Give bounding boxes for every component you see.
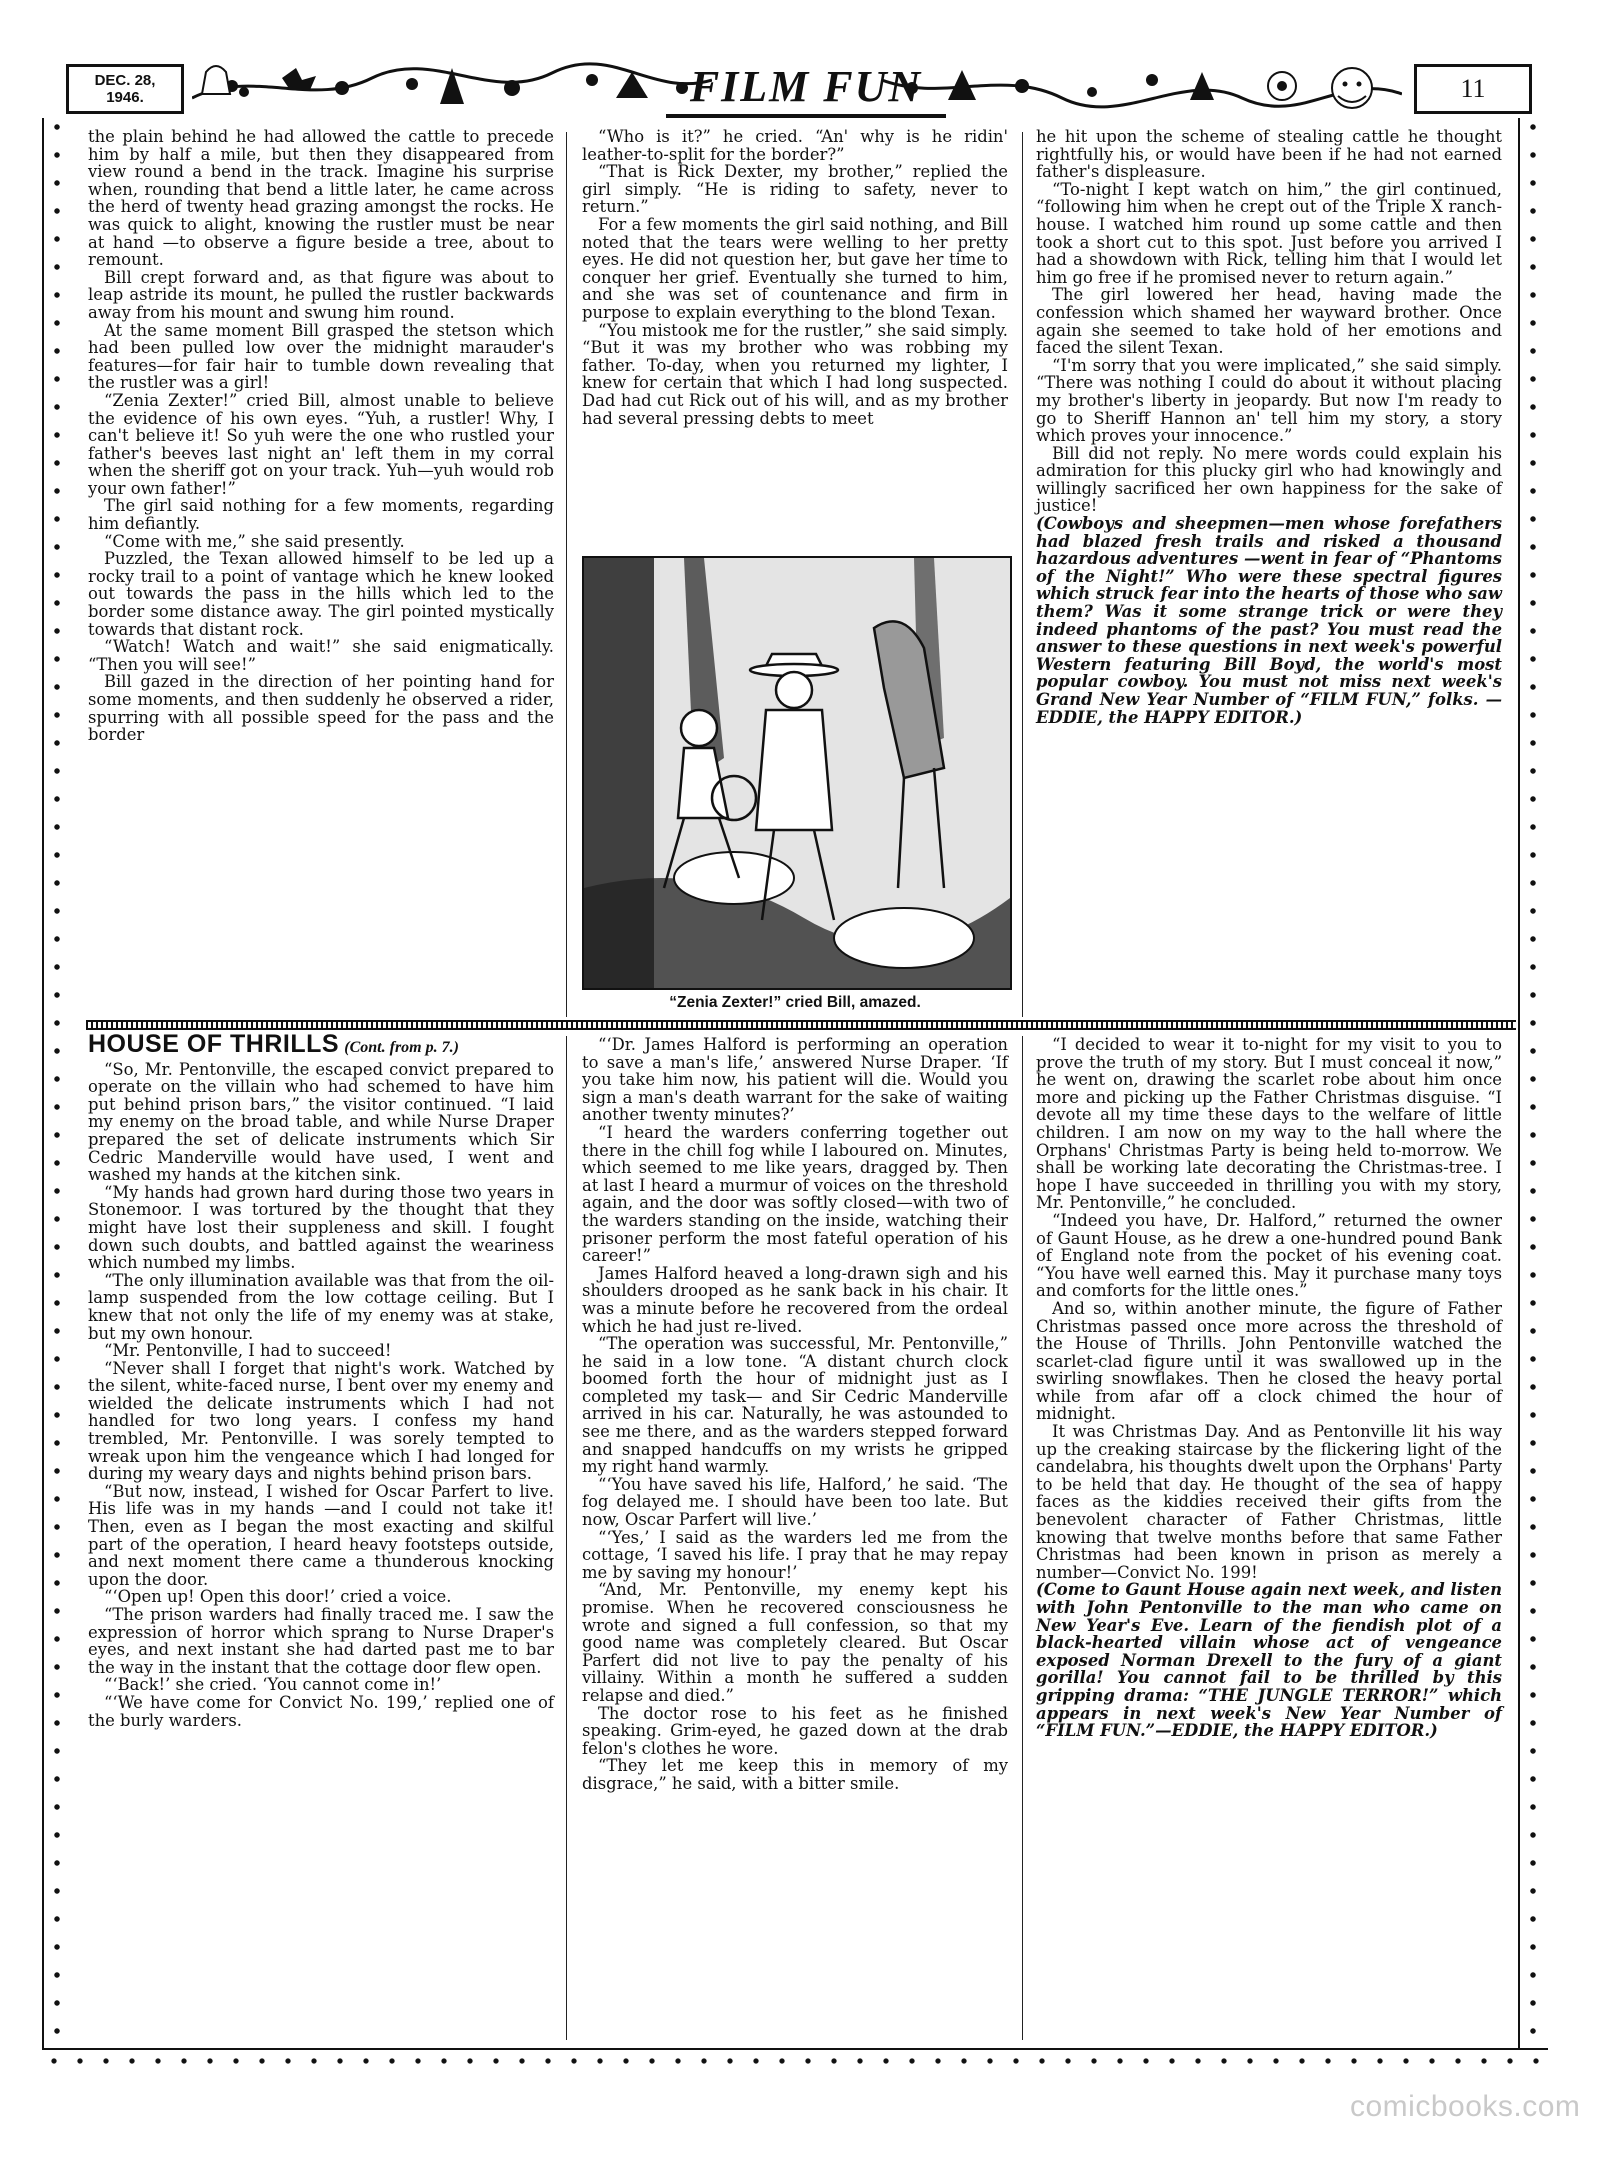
issue-year: 1946.	[106, 89, 144, 106]
paragraph: “Come with me,” she said presently.	[104, 531, 405, 551]
column-rule	[1022, 132, 1023, 1017]
paragraph: “‘Open up! Open this door!’ cried a voice.	[104, 1587, 452, 1607]
paragraph: “‘You have saved his life, Halford,’ he said. ‘The fog delayed me. I should have been too late. But now, Oscar Parfert will live.’	[582, 1474, 1008, 1530]
story-title: HOUSE OF THRILLS	[88, 1030, 340, 1058]
paragraph: The doctor rose to his feet as he finished speaking. Grim-eyed, he gazed down at the drab felon's clothes he wore.	[582, 1703, 1008, 1758]
masthead-title: FILM FUN	[689, 61, 923, 111]
paragraph: It was Christmas Day. And as Pentonville lit his way up the creaking staircase by the flickering light of the candelabra, his thoughts dwelt upon the Orphans' Party to be held that day. He thought of the sea of happy faces as the kiddies received their gifts from the benevolent character of Father Christmas, little knowing that twelve months before that same Father Christmas had been known in prison as merely a number—Convict No. 199!	[1036, 1422, 1502, 1582]
paragraph: At the same moment Bill grasped the stetson which had been pulled low over the midnight marauder's features—for fair hair to tumble down revealing that the rustler was a girl!	[88, 320, 554, 393]
page-number-box	[1414, 64, 1532, 114]
column-rule	[566, 1036, 567, 2040]
top-story-column-3	[1036, 128, 1502, 726]
paragraph: “They let me keep this in memory of my disgrace,” he said, with a bitter smile.	[582, 1756, 1008, 1793]
column-rule	[566, 132, 567, 1017]
paragraph: he hit upon the scheme of stealing cattle he thought rightfully his, or would have been if he had not earned father's displeasure.	[1036, 127, 1502, 182]
bottom-border	[42, 2048, 1548, 2072]
paragraph: “‘Dr. James Halford is performing an operation to save a man's life,’ answered Nurse Draper. ‘If you take him now, his patient will die. Would you sign a man's death warrant for the sake of waiting another twenty minutes?’	[582, 1035, 1008, 1125]
paragraph: “‘Back!’ she cried. ‘You cannot come in!’	[104, 1675, 442, 1695]
paragraph: “The only illumination available was that from the oil-lamp suspended from the low cottage ceiling. But I knew that not only the life of my enemy was at stake, but my own honour.	[88, 1270, 554, 1343]
bottom-story-column-1	[88, 1030, 554, 1730]
story-heading	[88, 1030, 554, 1058]
story-illustration	[582, 556, 1012, 990]
section-divider	[86, 1020, 1516, 1030]
bottom-story-column-2	[582, 1036, 1008, 1793]
paragraph: “That is Rick Dexter, my brother,” replied the girl simply. “He is riding to safety, never to return.”	[582, 162, 1008, 217]
paragraph: “I heard the warders conferring together out there in the chill fog while I laboured on. Minutes, which seemed to me like years, dragged by. Then at last I heard a murmur of voices on the threshold again, and the door was softly closed—with two of the warders standing on the inside, watching their prisoner perform the most fateful operation of his career!”	[582, 1122, 1008, 1266]
paragraph: “But now, instead, I wished for Oscar Parfert to live. His life was in my hands —and I could not take it! Then, even as I began the most exacting and skilful part of the operation, I heard heavy footsteps outside, and next moment there came a thunderous knocking upon the door.	[88, 1481, 554, 1589]
paragraph: “Watch! Watch and wait!” she said enigmatically. “Then you will see!”	[88, 637, 554, 674]
paragraph: The girl said nothing for a few moments, regarding him defiantly.	[88, 496, 554, 534]
page-number: 11	[1460, 74, 1486, 103]
paragraph: “My hands had grown hard during those two years in Stonemoor. I was tortured by the thought that they might have lost their suppleness and skill. I fought down such doubts, and battled against the weariness which numbed my limbs.	[88, 1182, 554, 1273]
masthead	[666, 58, 946, 118]
paragraph: “The operation was successful, Mr. Pentonville,” he said in a low tone. “A distant church clock boomed forth the hour of midnight just as I completed my task— and Sir Cedric Manderville arrived in his car. Naturally, he was astounded to see me there, and as the warders stepped forward and snapped handcuffs on my wrists he gripped my right hand warmly.	[582, 1334, 1008, 1477]
paragraph: “So, Mr. Pentonville, the escaped convict prepared to operate on the villain who had schemed to have him put behind prison bars,” the visitor continued. “I laid my enemy on the broad table, and while Nurse Draper prepared the set of delicate instruments which Sir Cedric Manderville would have used, I went and washed my hands at the kitchen sink.	[88, 1059, 554, 1185]
paragraph: “To-night I kept watch on him,” the girl continued, “following him when he crept out of the Triple X ranch-house. I watched him round up some cattle and then took a short cut to this spot. Just before you arrived I had a showdown with Rick, telling him that I would let him go free if he promised never to return again.”	[1036, 179, 1502, 287]
ornament-icon	[1268, 72, 1296, 100]
paragraph: “‘Yes,’ I said as the warders led me from the cottage, ‘I saved his life. I pray that he may repay me by saving my honour!’	[582, 1527, 1008, 1582]
paragraph: the plain behind he had allowed the cattle to precede him by half a mile, but then they disappeared from view round a bend in the track. Imagine his surprise when, rounding that bend a little later, he came across the herd of twenty head grazing amongst the rocks. He was quick to alight, knowing the rustler must be near at hand —to observe a figure beside a tree, about to remount.	[88, 127, 554, 270]
paragraph: “The prison warders had finally traced me. I saw the expression of horror which sprang to Nurse Draper's eyes, and next instant she had darted past me to bar the way in the instant that the cottage door flew open.	[88, 1605, 554, 1677]
paragraph: The girl lowered her head, having made the confession which shamed her wayward brother. Once again she seemed to take hold of her emotions and faced the silent Texan.	[1036, 285, 1502, 358]
cowboy-and-girl-illustration-icon	[584, 558, 1010, 988]
paragraph: Bill gazed in the direction of her pointing hand for some moments, and then suddenly he observed a rider, spurring with all possible speed for the pass and the border	[88, 672, 554, 745]
paragraph: And so, within another minute, the figure of Father Christmas passed once more across the threshold of the House of Thrills. John Pentonville watched the scarlet-clad figure until it was swallowed up in the swirling snowflakes. Then he closed the heavy portal while from afar off a clock chimed the hour of midnight.	[1036, 1298, 1502, 1424]
bell-icon	[202, 66, 230, 94]
paragraph: James Halford heaved a long-drawn sigh and his shoulders drooped as he sank back in his chair. It was a minute before he recovered from the ordeal which he had just re-lived.	[582, 1263, 1008, 1336]
issue-date: DEC. 28,	[94, 72, 156, 89]
watermark: comicbooks.com	[1350, 2090, 1581, 2123]
holly-garland-left-icon	[192, 58, 712, 114]
paragraph: “Zenia Zexter!” cried Bill, almost unable to believe the evidence of his own eyes. “Yuh, a rustler! Why, I can't believe it! So yuh were the one who rustled your father's beeves last night an' left them in my corral when the sheriff got on your track. Yuh—yuh would rob your own father!”	[88, 390, 554, 498]
top-story-column-1	[88, 128, 554, 744]
paragraph: Bill crept forward and, as that figure was about to leap astride its mount, he pulled the rustler backwards away from his mount and swung him round.	[88, 267, 554, 322]
paragraph: “‘We have come for Convict No. 199,’ replied one of the burly warders.	[88, 1692, 554, 1730]
holly-garland-right-icon	[882, 58, 1402, 114]
editor-note: (Come to Gaunt House again next week, and listen with John Pentonville to the man who came on New Year's Eve. Learn of the fiendish plot of a black-hearted villain whose act of vengeance exposed Norman Drexell to the fury of a giant gorilla! You cannot fail to be thrilled by this gripping drama: “THE JUNGLE TERROR!” which appears in next week's New Year Number of “FILM FUN.”—EDDIE, the HAPPY EDITOR.)	[1036, 1580, 1502, 1741]
paragraph: “I'm sorry that you were implicated,” she said simply. “There was nothing I could do about it without placing my brother's liberty in jeopardy. But now I'm ready to go to Sheriff Hannon an' tell him my story, a story which proves your innocence.”	[1036, 355, 1502, 446]
paragraph: “You mistook me for the rustler,” she said simply. “But it was my brother who was robbing my father. To-day, when you returned my lighter, I knew for certain that which I had long suspected. Dad had cut Rick out of his will, and as my brother had several pressing debts to meet	[582, 320, 1008, 428]
paragraph: “I decided to wear it to-night for my visit to you to prove the truth of my story. But I must conceal it now,” he went on, drawing the scarlet robe about him once more and picking up the Father Christmas disguise. “I devote all my time these days to the welfare of little children. I am now on my way to the hall where the Orphans' Christmas Party is being held to-morrow. We shall be working late decorating the Christmas-tree. I hope I have succeeded in thrilling you with my story, Mr. Pentonville,” he concluded.	[1036, 1035, 1502, 1213]
paragraph: Puzzled, the Texan allowed himself to be led up a rocky trail to a point of vantage which he knew looked out towards the pass in the hills which led to the border some distance away. The girl pointed mystically towards that distant rock.	[88, 549, 554, 639]
paragraph: “Who is it?” he cried. “An' why is he ridin' leather-to-split for the border?”	[582, 127, 1008, 164]
paragraph: “Mr. Pentonville, I had to succeed!	[104, 1341, 392, 1361]
bottom-story-column-1-text	[88, 1061, 554, 1730]
paragraph: For a few moments the girl said nothing, and Bill noted that the tears were welling to her pretty eyes. He did not question her, but gave her time to conquer her grief. Eventually she turned to him, and she was set of countenance and firm in purpose to explain everything to the blond Texan.	[582, 214, 1008, 322]
column-rule	[1022, 1036, 1023, 2040]
right-border	[1518, 118, 1550, 2048]
top-story-column-2	[582, 128, 1008, 427]
paragraph: Bill did not reply. No mere words could explain his admiration for this plucky girl who had knowingly and willingly sacrificed her own happiness for the sake of justice!	[1036, 443, 1502, 516]
page-header	[42, 54, 1548, 118]
issue-date-box	[66, 64, 184, 114]
left-border	[42, 118, 74, 2048]
santa-face-icon	[1332, 68, 1372, 108]
story-continuation: (Cont. from p. 7.)	[344, 1039, 459, 1056]
illustration-caption: “Zenia Zexter!” cried Bill, amazed.	[669, 994, 921, 1011]
paragraph: “Indeed you have, Dr. Halford,” returned the owner of Gaunt House, as he drew a one-hundred pound Bank of England note from the pocket of his evening coat. “You have well earned this. May it purchase many toys and comforts for the little ones.”	[1036, 1210, 1502, 1301]
editor-note: (Cowboys and sheepmen—men whose forefathers had blazed fresh trails and risked a thousand hazardous adventures —went in fear of “Phantoms of the Night!” Who were these spectral figures which struck fear into the hearts of those who saw them? Was it some strange trick or were they indeed phantoms of the past? You must read the answer to these questions in next week's powerful Western featuring Bill Boyd, the world's most popular cowboy. You must not miss next week's Grand New Year Number of “FILM FUN,” folks. —EDDIE, the HAPPY EDITOR.)	[1036, 514, 1502, 727]
paragraph: “Never shall I forget that night's work. Watched by the silent, white-faced nurse, I bent over my enemy and wielded the delicate instruments which I had not handled for two long years. I confess my hand trembled, Mr. Pentonville. I was sorely tempted to wreak upon him the vengeance which I had longed for during my weary days and nights behind prison bars.	[88, 1358, 554, 1484]
paragraph: “And, Mr. Pentonville, my enemy kept his promise. When he recovered consciousness he wrote and signed a full confession, so that my good name was completely cleared. But Oscar Parfert did not live to pay the penalty of his villainy. Within a month he suffered a sudden relapse and died.”	[582, 1580, 1008, 1705]
bottom-story-column-3	[1036, 1036, 1502, 1740]
